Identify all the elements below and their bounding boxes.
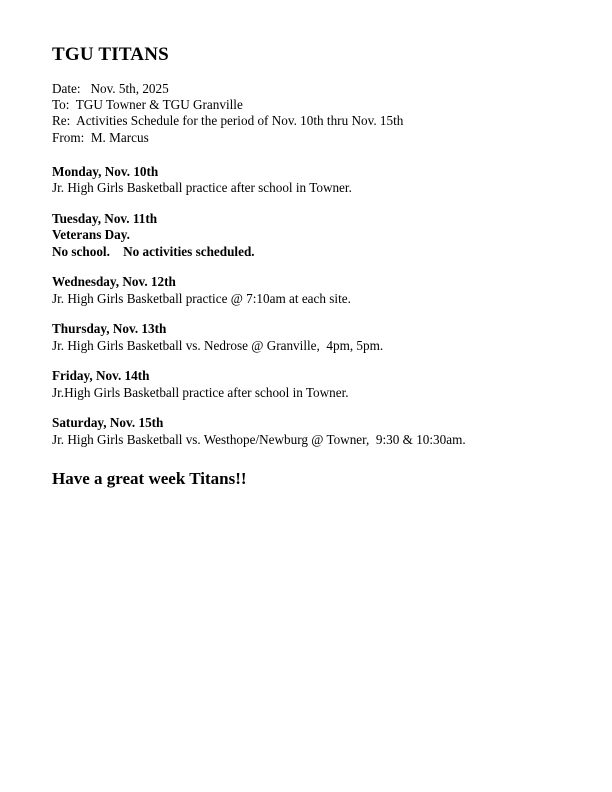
entry-body: Jr. High Girls Basketball practice @ 7:10am at each site. <box>52 290 351 306</box>
memo-date-line: Date: Nov. 5th, 2025 <box>52 80 169 96</box>
entry-heading: Wednesday, Nov. 12th <box>52 274 176 290</box>
page-title: TGU TITANS <box>52 44 169 65</box>
entry-heading: Tuesday, Nov. 11th <box>52 210 158 226</box>
memo-re-line: Re: Activities Schedule for the period of Nov. 10th thru Nov. 15th <box>52 113 404 129</box>
schedule-entry <box>52 321 560 354</box>
closing-message: Have a great week Titans!! <box>52 469 247 489</box>
entry-body: Jr. High Girls Basketball vs. Nedrose @ Granville, 4pm, 5pm. <box>52 337 384 353</box>
entry-subheading: Veterans Day. <box>52 227 130 243</box>
entry-heading: Friday, Nov. 14th <box>52 368 150 384</box>
entry-body: Jr. High Girls Basketball vs. Westhope/Newburg @ Towner, 9:30 & 10:30am. <box>52 431 466 447</box>
entry-body: Jr. High Girls Basketball practice after school in Towner. <box>52 180 352 196</box>
entry-heading: Monday, Nov. 10th <box>52 163 159 179</box>
memo-to-line: To: TGU Towner & TGU Granville <box>52 97 243 113</box>
memo-header <box>52 81 560 146</box>
schedule-entry <box>52 164 560 197</box>
entry-subheading-secondary: No school. No activities scheduled. <box>52 243 255 259</box>
memo-from-line: From: M. Marcus <box>52 129 149 145</box>
entry-heading: Thursday, Nov. 13th <box>52 321 167 337</box>
schedule-entry <box>52 211 560 261</box>
entry-body: Jr.High Girls Basketball practice after school in Towner. <box>52 384 349 400</box>
entry-heading: Saturday, Nov. 15th <box>52 415 164 431</box>
schedule-entry <box>52 274 560 307</box>
schedule-entry <box>52 368 560 401</box>
schedule-entry <box>52 415 560 448</box>
